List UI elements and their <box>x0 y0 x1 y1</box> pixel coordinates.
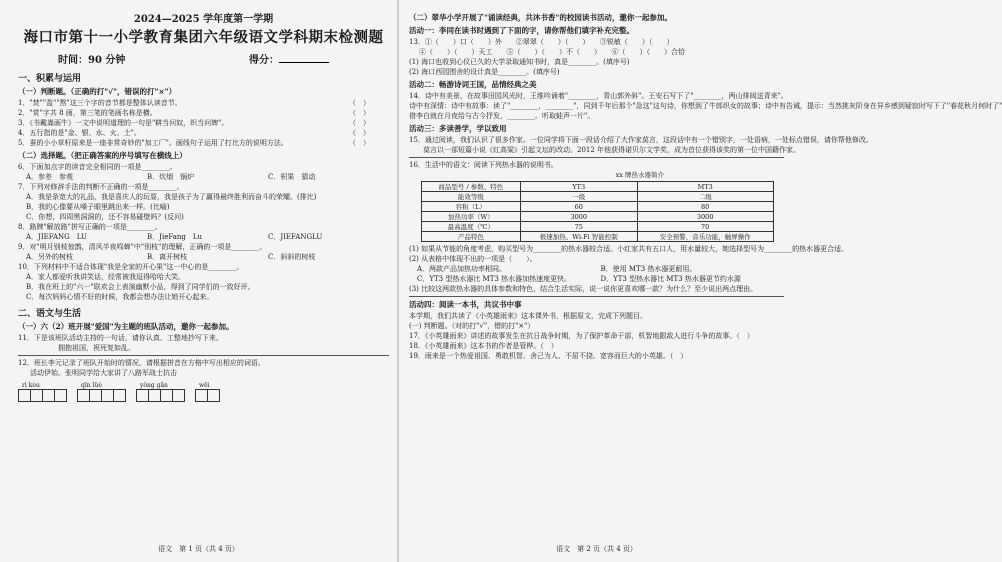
section-1a-title: （一）判断题。（正确的打"√"，错误的打"×"） <box>18 87 177 96</box>
question-16-options-ab: A．两款产品加热功率相同。 B．使用 MT3 热水器更耐用。 <box>417 265 697 273</box>
exam-title: 海口市第十一小学教育集团六年级语文学科期末检测题 <box>23 29 384 46</box>
section-2b-title: （二）翠华小学开展了"诵读经典，共沐书香"的校园读书活动，邀你一起参加。 <box>409 13 672 22</box>
pinyin-grid-4: wēi <box>195 382 220 402</box>
question-8-options: A．JIEFANG LU B．JieFang Lu C．JIEFANGLU <box>26 233 323 241</box>
question-18: 18．《小英雄雨来》这本书的作者是管桦。（ ） <box>409 342 558 350</box>
char-box[interactable] <box>148 389 160 402</box>
activity-4-intro: 本学期，我们共读了《小英雄雨来》这本课外书，根据原文，完成下列题目。 <box>409 312 647 320</box>
pinyin-grid-1: rì kòu <box>18 382 67 402</box>
activity-4-title: 活动四：阅读一本书，共议书中事 <box>409 300 522 309</box>
question-13-d: (2) 海口西园围舍的设计真是________。(填序号) <box>409 68 560 76</box>
question-16: 16．生活中的语文：阅读下列热水器的说明书。 <box>409 161 558 169</box>
char-box[interactable] <box>172 389 185 402</box>
table-header-cell: YT3 <box>520 182 637 192</box>
heater-spec-table <box>421 181 774 242</box>
question-16-c: (3) 比较这两款热水器的具体参数和特色，结合生活实际，说一说你更喜欢哪一款？为什么？至少说出两点理由。 <box>409 285 758 293</box>
char-box[interactable] <box>54 389 67 402</box>
char-box[interactable] <box>136 389 148 402</box>
question-12-text: 活动伊始，张明同学给大家讲了八路军战士抗击 <box>30 369 177 377</box>
question-13-b: ④（ ）（ ）天工 ⑤（ ）（ ）不（ ） ⑥（ ）（ ）合恰 <box>419 48 685 56</box>
question-4: 4．五行指的是"金、银、水、火、土"。 （ ） <box>18 129 370 137</box>
question-15: 15．通过阅读，我们认识了很多作家。一位同学将下面一段话介绍了大作家莫言，这段话中有一个错别字，一处语病，一处标点错误，请你帮他修改。 <box>409 136 873 144</box>
table-row: 产品特色 极速加热、Wi-Fi 智能控制 安全预警，音乐功能，触屏操作 <box>422 232 774 242</box>
question-7-option-a: A．我是条宽大的礼品，我是喜庆人的玩耍，我是孩子为了赢得最终胜利而奋斗的荣耀。(排比) <box>26 193 317 201</box>
question-12: 12．班长李元记录了班队开始时的情况，请根据拼音在方格中写出相应的词语。 <box>18 359 265 367</box>
answer-line <box>409 157 784 158</box>
question-7: 7．下列对修辞手法的判断不正确的一项是________。 <box>18 183 184 191</box>
char-box[interactable] <box>89 389 101 402</box>
question-3: 3．《书戴嵩画牛》一文中说明道理的一句是"耕当问奴，织当问婢"。 （ ） <box>18 119 370 127</box>
section-1b-title: （二）选择题。（把正确答案的序号填写在横线上） <box>18 151 187 160</box>
char-box[interactable] <box>101 389 113 402</box>
page-1-footer: 语文 第 1 页（共 4 页） <box>158 545 239 553</box>
score-label: 得分： <box>249 55 279 66</box>
question-10: 10．下列材料中不适合体现"我是全家的开心果"这一中心的是________。 <box>18 263 244 271</box>
question-10-option-c: C．每次妈妈心情不好的时候，我都会想办法让她开心起来。 <box>26 293 214 301</box>
char-box[interactable] <box>18 389 30 402</box>
section-2-title: 二、语文与生活 <box>18 309 82 319</box>
question-2: 2．"赏"字共 8 画，第三笔的笔画名称是横。 （ ） <box>18 109 370 117</box>
table-row: 能效等级 一级 二级 <box>422 192 774 202</box>
table-caption: xx 牌热水器简介 <box>615 171 664 179</box>
question-13-c: (1) 海口也收到心仪已久的大学录取通知书时，真是________。(填序号) <box>409 58 630 66</box>
question-13: 13．①（ ）口（ ）外 ②翠翠（ ）（ ） ③锐敏（ ）（ ） <box>409 38 674 46</box>
question-6-options: A．参差 参观 B．炊烟 锅炉 C．枳果 猜动 <box>26 173 316 181</box>
question-16-b: (2) 从表格中体现不出的一项是（ ）。 <box>409 255 537 263</box>
char-box[interactable] <box>195 389 207 402</box>
question-1: 1．"焚""盈""熬"这三个字的音节都是整体认读音节。 （ ） <box>18 99 370 107</box>
question-19: 19．雨来是一个热爱祖国、勇敢机智、舍己为人、不屈不挠、宽容而巨大的小英雄。（ ） <box>409 352 688 360</box>
exam-meta <box>18 51 389 66</box>
score-blank <box>279 62 329 63</box>
question-14-b: 诗中有深情：诗中有故事：读了"________，________"，同到千年后那个"急这"这句诗，你想到了牛郎织女的故事；诗中有告诫，提示：当然挑灰阶身在异乡感到疑寂时写下了"春花秋月何时了" <box>409 102 1002 110</box>
section-1-title: 一、积累与运用 <box>18 74 82 84</box>
question-16-options-cd: C．YT3 型热水器比 MT3 热水器加热速度更快。 D．YT3 型热水器比 MT3 热水器更节约水源 <box>417 275 741 283</box>
question-5: 5．蚕的小小草籽原来是一座非常奇妙的"加工厂"。画线句子运用了打比方的说明方法。 （ ） <box>18 139 370 147</box>
char-box[interactable] <box>160 389 172 402</box>
activity-3-title: 活动三：多读善学，学以致用 <box>409 124 507 133</box>
question-11-quote: 拥抱祖国，祝死复如乱。 <box>58 344 135 352</box>
table-row: 加热功率（W） 3000 3000 <box>422 212 774 222</box>
activity-2-title: 活动二：畅游诗词王国，品情经典之美 <box>409 80 537 89</box>
question-16-a: (1) 如果从节能的角度考虑，购买型号为________的热水器较合适。小红家共有五口人，用水量较大，她选择型号为________的热水器更合适。 <box>409 245 849 253</box>
table-row: 容积（L） 60 80 <box>422 202 774 212</box>
char-box[interactable] <box>77 389 89 402</box>
question-14-c: 借李白就在月夜给与古今抒发，________。听取蛙声一片"。 <box>409 112 595 120</box>
question-15-b: 莫言以一部短篇小说《红高粱》引起文坛的改动。2012 年他获得诺贝尔文学奖，成为首位获得该奖的第一位中国籍作家。 <box>423 146 801 154</box>
char-box[interactable] <box>42 389 54 402</box>
question-8: 8．路牌"解放路"拼写正确的一项是________。 <box>18 223 162 231</box>
table-header-cell: MT3 <box>637 182 773 192</box>
section-2a-title: （一）六（2）班开展"爱国"为主题的班队活动，邀你一起参加。 <box>18 322 234 331</box>
school-year: 2024—2025 学年度第一学期 <box>133 14 274 25</box>
copy-line <box>18 355 389 356</box>
question-7-option-c: C．你想，四周黑洞洞的，还不容易碰壁吗？(反问) <box>26 213 184 221</box>
question-9-options: A．另外的树枝 B．离开树枝 C．斜斜的树枝 <box>26 253 316 261</box>
time-label: 时间：90 分钟 <box>58 55 126 66</box>
activity-4-sub: (一) 判断题。（对的打"√"，错的打"×"） <box>409 322 535 330</box>
activity-1-title: 活动一：李同在读书时遇到了下面的字，请你帮他们填字补充完整。 <box>409 26 634 35</box>
table-header-row <box>422 182 774 192</box>
table-header-cell: 商品型号 / 参数、特色 <box>422 182 521 192</box>
table-row: 最高温度（℃） 75 70 <box>422 222 774 232</box>
page-1 <box>0 0 397 562</box>
char-box[interactable] <box>30 389 42 402</box>
question-7-option-b: B．我的心像要从嗓子眼里跳出来一样。(比喻) <box>26 203 170 211</box>
pinyin-grid-3: yǒng gǎn <box>136 382 185 402</box>
question-11: 11．下是该班队活动主持的一句话，请你认真、工整地抄写下来。 <box>18 334 223 342</box>
question-6: 6．下面加点字的读音完全相同的一项是________。 <box>18 163 177 171</box>
question-9: 9．对"明月别枝惊鹊，清风半夜鸣蝉"中"别枝"的理解，正确的一项是________。 <box>18 243 267 251</box>
char-box[interactable] <box>207 389 220 402</box>
score-field <box>249 51 329 66</box>
question-17: 17．《小英雄雨来》讲述的故事发生在抗日战争时期，为了保护革命干部，机智地跟敌人进行斗争的故事。（ ） <box>409 332 754 340</box>
question-10-option-a: A．家人都爱听我讲笑话，经常被我逗得哈哈大笑。 <box>26 273 186 281</box>
question-14: 14．诗中有美景，在故事田园风光时，王维吟诵着"________，青山郭外斜"。王安石写下了"________，两山排闼送青来"。 <box>409 92 788 100</box>
pinyin-grid-2: qīn lüè <box>77 382 126 402</box>
question-10-option-b: B．我在班上的"六一"联欢会上表演幽默小品，得到了同学们的一致好评。 <box>26 283 255 291</box>
page-2 <box>399 0 1002 562</box>
page-2-footer: 语文 第 2 页（共 4 页） <box>556 545 637 553</box>
pinyin-grid-row <box>18 382 389 402</box>
char-box[interactable] <box>113 389 126 402</box>
answer-line <box>409 296 784 297</box>
